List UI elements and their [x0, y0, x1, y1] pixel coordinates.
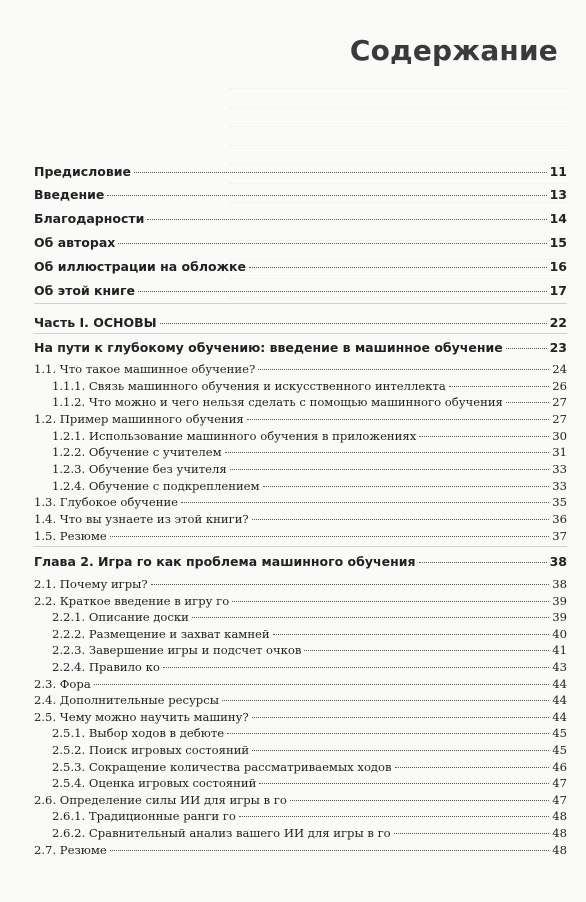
- toc-section-entry[interactable]: [34, 577, 567, 591]
- toc-section-entry[interactable]: [52, 445, 567, 459]
- dot-leader: [138, 291, 547, 292]
- toc-entry-label: 2.6.1. Традиционные ранги го: [52, 809, 236, 824]
- dot-leader: [252, 750, 549, 751]
- toc-entry-label: Об авторах: [34, 235, 116, 250]
- toc-entry-page: 16: [549, 259, 567, 274]
- toc-entry-label: 1.2.2. Обучение с учителем: [52, 445, 222, 460]
- toc-section-entry[interactable]: [52, 760, 567, 774]
- toc-section-entry[interactable]: [52, 660, 567, 674]
- toc-section-entry[interactable]: [34, 793, 567, 807]
- toc-section-entry[interactable]: [52, 462, 567, 476]
- toc-entry-label: 1.4. Что вы узнаете из этой книги?: [34, 511, 249, 526]
- toc-front-entry[interactable]: [34, 211, 567, 226]
- toc-section-entry[interactable]: [34, 512, 567, 526]
- dot-leader: [147, 219, 546, 220]
- toc-entry-page: 45: [552, 726, 567, 741]
- toc-entry-label: Часть I. ОСНОВЫ: [34, 315, 157, 330]
- dot-leader: [506, 348, 547, 349]
- dot-leader: [419, 436, 549, 437]
- dot-leader: [259, 783, 549, 784]
- toc-chapter-title[interactable]: [34, 340, 567, 355]
- dot-leader: [258, 369, 549, 370]
- dot-leader: [419, 562, 547, 563]
- toc-entry-label: 2.5.4. Оценка игровых состояний: [52, 776, 257, 791]
- toc-entry-page: 27: [552, 395, 567, 410]
- toc-entry-page: 15: [549, 235, 567, 250]
- toc-entry-page: 14: [549, 211, 567, 226]
- toc-entry-label: 2.1. Почему игры?: [34, 577, 148, 591]
- toc-entry-page: 33: [552, 478, 567, 493]
- toc-entry-label: 2.6. Определение силы ИИ для игры в го: [34, 792, 287, 807]
- toc-entry-page: 47: [552, 792, 567, 807]
- toc-entry-label: 2.2.2. Размещение и захват камней: [52, 626, 270, 641]
- toc-section-entry[interactable]: [52, 429, 567, 443]
- toc-front-entry[interactable]: [34, 259, 567, 274]
- toc-entry-page: 38: [549, 554, 567, 569]
- toc-front-entry[interactable]: [34, 235, 567, 250]
- toc-entry-page: 17: [549, 283, 567, 298]
- toc-entry-page: 48: [552, 842, 567, 857]
- dot-leader: [118, 243, 546, 244]
- toc-entry-label: Введение: [34, 187, 105, 202]
- toc-entry-page: 39: [552, 593, 567, 608]
- toc-entry-page: 31: [552, 445, 567, 460]
- dot-leader: [227, 733, 549, 734]
- toc-entry-page: 48: [552, 809, 567, 824]
- toc-section-entry[interactable]: [34, 412, 567, 426]
- toc-entry-label: 2.5.2. Поиск игровых состояний: [52, 743, 250, 757]
- toc-entry-label: 2.2.4. Правило ко: [52, 660, 160, 674]
- section-divider: [34, 333, 567, 334]
- toc-entry-page: 44: [552, 676, 567, 691]
- toc-entry-label: Предисловие: [34, 164, 132, 179]
- toc-part-entry[interactable]: [34, 315, 567, 330]
- toc-section-entry[interactable]: [52, 479, 567, 493]
- toc-entry-page: 43: [552, 660, 567, 674]
- toc-entry-page: 35: [552, 495, 567, 510]
- toc-section-entry[interactable]: [34, 843, 567, 857]
- toc-entry-label: 1.1. Что такое машинное обучение?: [34, 362, 256, 376]
- dot-leader: [232, 601, 549, 602]
- toc-entry-label: 1.2.4. Обучение с подкреплением: [52, 478, 260, 493]
- dot-leader: [263, 486, 550, 487]
- toc-entry-page: 33: [552, 461, 567, 476]
- dot-leader: [225, 452, 550, 453]
- toc-section-entry[interactable]: [34, 529, 567, 543]
- toc-entry-label: 2.4. Дополнительные ресурсы: [34, 693, 219, 708]
- toc-entry-page: 37: [552, 528, 567, 543]
- toc-section-entry[interactable]: [52, 726, 567, 740]
- toc-entry-page: 47: [552, 776, 567, 791]
- toc-entry-label: 2.2.1. Описание доски: [52, 610, 189, 625]
- toc-entry-label: Об этой книге: [34, 283, 135, 298]
- toc-entry-label: 1.5. Резюме: [34, 528, 107, 543]
- toc-section-entry[interactable]: [34, 677, 567, 691]
- toc-section-entry[interactable]: [52, 379, 567, 393]
- toc-entry-page: 11: [549, 164, 567, 179]
- toc-section-entry[interactable]: [34, 362, 567, 376]
- toc-entry-page: 30: [552, 428, 567, 443]
- toc-entry-label: Об иллюстрации на обложке: [34, 259, 246, 274]
- toc-entry-label: 2.5.3. Сокращение количества рассматриваемых ходов: [52, 759, 392, 774]
- toc-entry-page: 39: [552, 610, 567, 625]
- toc-entry-page: 24: [552, 362, 567, 376]
- page-title: Содержание: [349, 34, 558, 67]
- dot-leader: [273, 634, 550, 635]
- toc-section-entry[interactable]: [52, 776, 567, 790]
- dot-leader: [249, 267, 547, 268]
- toc-entry-page: 48: [552, 826, 567, 840]
- toc-entry-page: 41: [552, 643, 567, 658]
- dot-leader: [222, 700, 549, 701]
- toc-section-entry[interactable]: [34, 495, 567, 509]
- toc-entry-page: 27: [552, 411, 567, 426]
- toc-section-entry[interactable]: [34, 710, 567, 724]
- toc-entry-label: 1.1.1. Связь машинного обучения и искусственного интеллекта: [52, 378, 446, 393]
- toc-section-entry[interactable]: [52, 826, 567, 840]
- toc-entry-label: 2.7. Резюме: [34, 842, 107, 857]
- toc-entry-label: 2.5. Чему можно научить машину?: [34, 709, 249, 724]
- toc-entry-page: 44: [552, 709, 567, 724]
- dot-leader: [192, 617, 549, 618]
- toc-entry-label: 1.1.2. Что можно и чего нельзя сделать с помощью машинного обучения: [52, 395, 503, 410]
- toc-entry-label: 1.3. Глубокое обучение: [34, 495, 179, 510]
- toc-entry-page: 45: [552, 743, 567, 757]
- toc-entry-page: 13: [549, 187, 567, 202]
- dot-leader: [506, 402, 549, 403]
- toc-section-entry[interactable]: [52, 743, 567, 757]
- toc-section-entry[interactable]: [34, 594, 567, 608]
- toc-entry-label: 1.2.1. Использование машинного обучения в приложениях: [52, 428, 417, 443]
- toc-chapter-title[interactable]: [34, 554, 567, 569]
- toc-entry-label: 2.2. Краткое введение в игру го: [34, 593, 230, 608]
- dot-leader: [230, 469, 550, 470]
- toc-section-entry[interactable]: [52, 809, 567, 823]
- dot-leader: [134, 172, 547, 173]
- dot-leader: [304, 650, 549, 651]
- dot-leader: [239, 816, 549, 817]
- section-divider: [34, 546, 567, 547]
- dot-leader: [94, 684, 549, 685]
- toc-entry-page: 36: [552, 511, 567, 526]
- toc-entry-page: 40: [552, 626, 567, 641]
- toc-entry-label: 2.3. Фора: [34, 676, 91, 691]
- toc-section-entry[interactable]: [52, 627, 567, 641]
- dot-leader: [163, 667, 549, 668]
- toc-entry-page: 26: [552, 378, 567, 393]
- toc-entry-label: Благодарности: [34, 211, 145, 226]
- toc-entry-label: 2.6.2. Сравнительный анализ вашего ИИ для игры в го: [52, 826, 391, 840]
- toc-entry-page: 44: [552, 693, 567, 708]
- toc-entry-page: 23: [549, 340, 567, 355]
- toc-entry-label: Глава 2. Игра го как проблема машинного обучения: [34, 554, 416, 569]
- dot-leader: [449, 386, 549, 387]
- dot-leader: [395, 767, 550, 768]
- section-divider: [34, 303, 567, 304]
- toc-entry-label: 2.5.1. Выбор ходов в дебюте: [52, 726, 225, 741]
- toc-section-entry[interactable]: [34, 693, 567, 707]
- toc-entry-page: 22: [549, 315, 567, 330]
- toc-front-entry[interactable]: [34, 164, 567, 179]
- dot-leader: [151, 584, 550, 585]
- toc-entry-label: На пути к глубокому обучению: введение в машинное обучение: [34, 340, 503, 355]
- dot-leader: [290, 800, 549, 801]
- dot-leader: [110, 536, 549, 537]
- toc-entry-page: 46: [552, 759, 567, 774]
- toc-section-entry[interactable]: [52, 643, 567, 657]
- toc-entry-label: 2.2.3. Завершение игры и подсчет очков: [52, 643, 302, 658]
- dot-leader: [107, 195, 546, 196]
- dot-leader: [110, 850, 549, 851]
- dot-leader: [181, 502, 549, 503]
- dot-leader: [252, 717, 550, 718]
- toc-entry-label: 1.2.3. Обучение без учителя: [52, 461, 227, 476]
- toc-section-entry[interactable]: [52, 395, 567, 409]
- dot-leader: [247, 419, 549, 420]
- toc-front-entry[interactable]: [34, 283, 567, 298]
- toc-front-entry[interactable]: [34, 187, 567, 202]
- toc-section-entry[interactable]: [52, 610, 567, 624]
- dot-leader: [160, 323, 547, 324]
- dot-leader: [252, 519, 550, 520]
- toc-entry-label: 1.2. Пример машинного обучения: [34, 411, 244, 426]
- dot-leader: [394, 833, 550, 834]
- toc-entry-page: 38: [552, 577, 567, 591]
